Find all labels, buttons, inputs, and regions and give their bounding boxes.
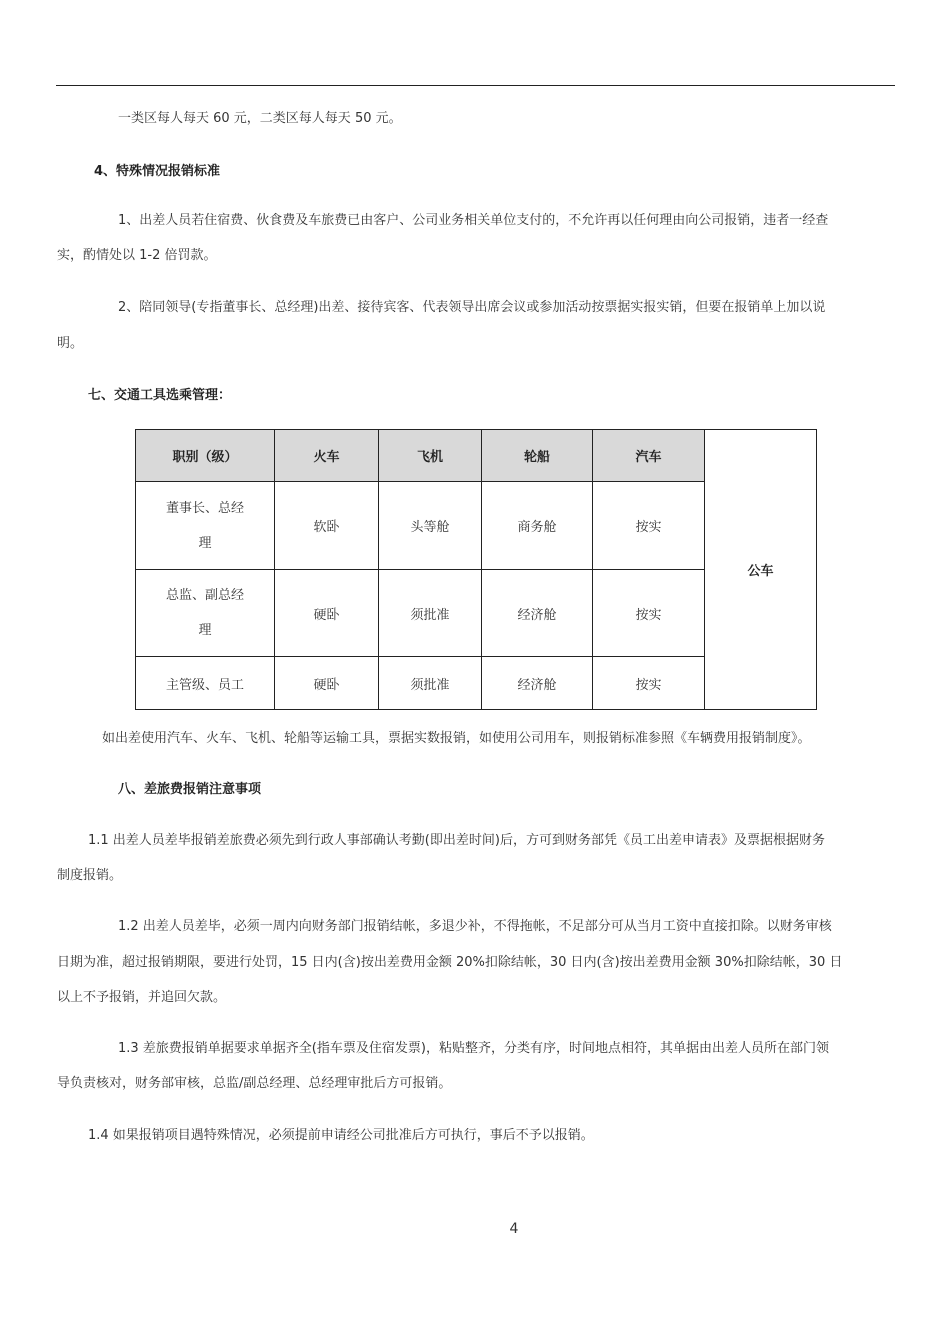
rank-line1: 董事长、总经 — [165, 500, 244, 516]
header-ship: 轮船 — [482, 430, 593, 482]
header-bus: 汽车 — [593, 430, 705, 482]
bus-cell: 按实 — [593, 482, 705, 570]
bus-cell: 按实 — [593, 657, 705, 710]
ship-cell: 经济舱 — [482, 657, 593, 710]
header-rule — [56, 85, 895, 86]
header-plane: 飞机 — [379, 430, 482, 482]
rank-line1: 总监、副总经 — [165, 588, 244, 603]
special-heading: 4、特殊情况报销标准 — [94, 164, 221, 179]
train-cell: 硬卧 — [275, 657, 379, 710]
rank-cell — [136, 570, 275, 657]
special-item1-line2: 实，酌情处以 1-2 倍罚款。 — [57, 248, 217, 263]
note-1-2-line1: 1.2 出差人员差毕，必须一周内向财务部门报销结帐，多退少补，不得拖帐，不足部分可从当月工资中直接扣除。以财务审核 — [118, 919, 832, 934]
rank-cell: 主管级、员工 — [136, 657, 275, 710]
transport-table — [135, 429, 817, 710]
transport-heading: 七、交通工具选乘管理： — [88, 388, 232, 403]
train-cell: 硬卧 — [275, 570, 379, 657]
rank-line2: 理 — [198, 535, 212, 551]
note-1-3-line1: 1.3 差旅费报销单据要求单据齐全(指车票及住宿发票)，粘贴整齐，分类有序，时间地点相符，其单据由出差人员所在部门领 — [118, 1041, 829, 1056]
note-1-3-line2: 导负责核对，财务部审核，总监/副总经理、总经理审批后方可报销。 — [57, 1076, 452, 1091]
intro-line: 一类区每人每天 60 元，二类区每人每天 50 元。 — [118, 111, 402, 126]
page-number: 4 — [509, 1221, 519, 1237]
plane-cell: 须批准 — [379, 570, 482, 657]
notes-heading: 八、差旅费报销注意事项 — [118, 782, 262, 797]
note-1-2-line2: 日期为准，超过报销期限，要进行处罚，15 日内(含)按出差费用金额 20%扣除结帐，30 日内(含)按出差费用金额 30%扣除结帐，30 日 — [57, 955, 843, 970]
company-car-cell: 公车 — [705, 430, 817, 710]
special-item2-line2: 明。 — [57, 336, 84, 351]
special-item2-line1: 2、陪同领导(专指董事长、总经理)出差、接待宾客、代表领导出席会议或参加活动按票据实报实销，但要在报销单上加以说 — [118, 300, 826, 315]
header-rank: 职别（级） — [136, 430, 275, 482]
ship-cell: 商务舱 — [482, 482, 593, 570]
rank-line2: 理 — [198, 623, 212, 638]
table-header-row — [136, 430, 817, 482]
note-1-4-line1: 1.4 如果报销项目遇特殊情况，必须提前申请经公司批准后方可执行，事后不予以报销。 — [88, 1128, 594, 1143]
rank-cell — [136, 482, 275, 570]
transport-note: 如出差使用汽车、火车、飞机、轮船等运输工具，票据实数报销，如使用公司用车，则报销标准参照《车辆费用报销制度》。 — [102, 731, 811, 746]
plane-cell: 头等舱 — [379, 482, 482, 570]
plane-cell: 须批准 — [379, 657, 482, 710]
special-item1-line1: 1、出差人员若住宿费、伙食费及车旅费已由客户、公司业务相关单位支付的，不允许再以任何理由向公司报销，违者一经查 — [118, 213, 829, 228]
train-cell: 软卧 — [275, 482, 379, 570]
note-1-2-line3: 以上不予报销，并追回欠款。 — [57, 990, 227, 1005]
header-train: 火车 — [275, 430, 379, 482]
ship-cell: 经济舱 — [482, 570, 593, 657]
bus-cell: 按实 — [593, 570, 705, 657]
note-1-1-line1: 1.1 出差人员差毕报销差旅费必须先到行政人事部确认考勤(即出差时间)后，方可到财务部凭《员工出差申请表》及票据根据财务 — [88, 833, 825, 848]
note-1-1-line2: 制度报销。 — [57, 868, 123, 883]
